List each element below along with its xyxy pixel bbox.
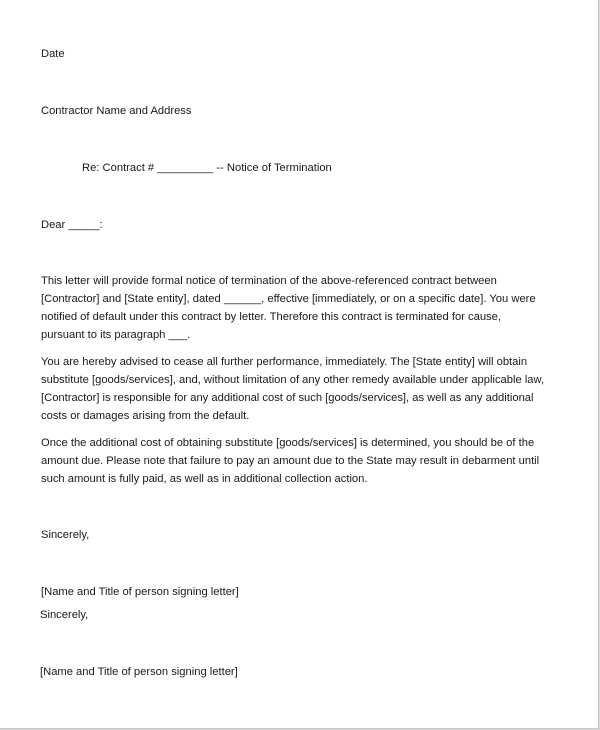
paragraph-line: [Contractor] and [State entity], dated ______, effective [immediately, or on a specific date]. You were [41,293,536,305]
signer-second: [Name and Title of person signing letter] [40,666,238,678]
recipient-line: Contractor Name and Address [41,105,192,117]
subject-line: Re: Contract # _________ -- Notice of Termination [82,162,332,174]
paragraph-line: This letter will provide formal notice of termination of the above-referenced contract between [41,275,497,287]
paragraph-line: notified of default under this contract by letter. Therefore this contract is terminated for cause, [41,311,501,323]
closing-second: Sincerely, [40,609,89,621]
paragraph-line: substitute [goods/services], and, without limitation of any other remedy available under applicable law, [41,374,545,386]
closing-first: Sincerely, [41,529,90,541]
paragraph-line: You are hereby advised to cease all further performance, immediately. The [State entity] will obtain [41,356,528,368]
paragraph-cost [41,434,561,488]
paragraph-notice [41,272,561,344]
paragraph-line: pursuant to its paragraph ___. [41,329,191,341]
date-line: Date [41,48,65,60]
paragraph-line: Once the additional cost of obtaining substitute [goods/services] is determined, you should be of the [41,437,535,449]
paragraph-cease [41,353,561,425]
paragraph-line: costs or damages arising from the default. [41,410,250,422]
paragraph-line: [Contractor] is responsible for any additional cost of such [goods/services], as well as any additional [41,392,534,404]
salutation: Dear _____: [41,219,103,231]
paragraph-line: such amount is fully paid, as well as in additional collection action. [41,473,368,485]
signer-first: [Name and Title of person signing letter] [41,586,239,598]
paragraph-line: amount due. Please note that failure to pay an amount due to the State may result in debarment until [41,455,540,467]
